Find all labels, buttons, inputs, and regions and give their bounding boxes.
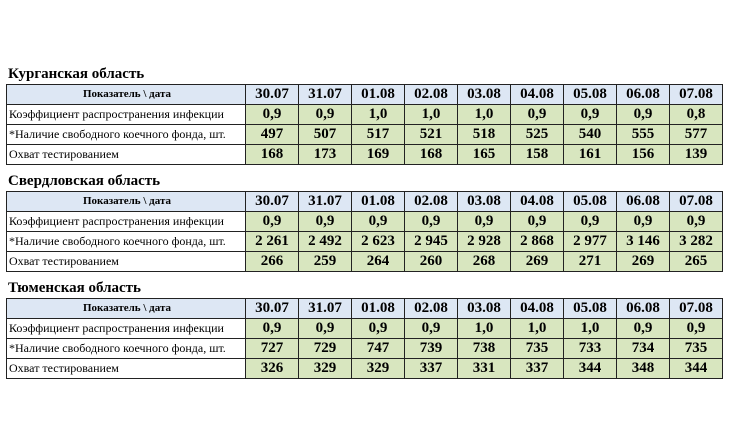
- table-row: [7, 339, 723, 359]
- value-cell: 0,9: [458, 212, 511, 232]
- value-cell: 525: [511, 125, 564, 145]
- region-sverdlovsk: [6, 173, 723, 272]
- date-header-cell: 03.08: [458, 85, 511, 105]
- value-cell: 2 928: [458, 232, 511, 252]
- value-cell: 173: [299, 145, 352, 165]
- date-header-cell: 30.07: [246, 85, 299, 105]
- value-cell: 517: [352, 125, 405, 145]
- indicator-label-cell: *Наличие свободного коечного фонда, шт.: [7, 339, 246, 359]
- header-row: [7, 299, 723, 319]
- value-cell: 169: [352, 145, 405, 165]
- value-cell: 0,9: [511, 212, 564, 232]
- value-cell: 264: [352, 252, 405, 272]
- date-header-cell: 01.08: [352, 85, 405, 105]
- value-cell: 735: [511, 339, 564, 359]
- date-header-cell: 30.07: [246, 299, 299, 319]
- value-cell: 168: [246, 145, 299, 165]
- indicator-label-cell: Коэффициент распространения инфекции: [7, 319, 246, 339]
- value-cell: 0,9: [617, 105, 670, 125]
- value-cell: 329: [299, 359, 352, 379]
- value-cell: 739: [405, 339, 458, 359]
- header-row: [7, 192, 723, 212]
- value-cell: 268: [458, 252, 511, 272]
- header-label-cell: Показатель \ дата: [7, 85, 246, 105]
- date-header-cell: 06.08: [617, 192, 670, 212]
- value-cell: 139: [670, 145, 723, 165]
- value-cell: 729: [299, 339, 352, 359]
- value-cell: 727: [246, 339, 299, 359]
- value-cell: 540: [564, 125, 617, 145]
- value-cell: 331: [458, 359, 511, 379]
- value-cell: 734: [617, 339, 670, 359]
- indicator-label-cell: Охват тестированием: [7, 252, 246, 272]
- value-cell: 337: [511, 359, 564, 379]
- region-tyumen: [6, 280, 723, 379]
- region-title: Тюменская область: [8, 280, 141, 296]
- value-cell: 735: [670, 339, 723, 359]
- date-header-cell: 02.08: [405, 299, 458, 319]
- value-cell: 0,9: [564, 212, 617, 232]
- value-cell: 2 945: [405, 232, 458, 252]
- value-cell: 521: [405, 125, 458, 145]
- date-header-cell: 05.08: [564, 299, 617, 319]
- table-row: [7, 252, 723, 272]
- value-cell: 1,0: [352, 105, 405, 125]
- value-cell: 738: [458, 339, 511, 359]
- header-label-cell: Показатель \ дата: [7, 299, 246, 319]
- date-header-cell: 07.08: [670, 85, 723, 105]
- table-row: [7, 212, 723, 232]
- table-row: [7, 105, 723, 125]
- indicator-table: [6, 191, 723, 272]
- date-header-cell: 04.08: [511, 85, 564, 105]
- date-header-cell: 05.08: [564, 192, 617, 212]
- date-header-cell: 03.08: [458, 299, 511, 319]
- date-header-cell: 06.08: [617, 85, 670, 105]
- value-cell: 266: [246, 252, 299, 272]
- value-cell: 0,9: [564, 105, 617, 125]
- value-cell: 0,9: [670, 212, 723, 232]
- indicator-label-cell: Коэффициент распространения инфекции: [7, 212, 246, 232]
- value-cell: 2 261: [246, 232, 299, 252]
- date-header-cell: 02.08: [405, 85, 458, 105]
- value-cell: 260: [405, 252, 458, 272]
- value-cell: 2 623: [352, 232, 405, 252]
- value-cell: 555: [617, 125, 670, 145]
- value-cell: 329: [352, 359, 405, 379]
- date-header-cell: 01.08: [352, 192, 405, 212]
- header-label-cell: Показатель \ дата: [7, 192, 246, 212]
- table-row: [7, 125, 723, 145]
- table-row: [7, 359, 723, 379]
- value-cell: 1,0: [511, 319, 564, 339]
- value-cell: 337: [405, 359, 458, 379]
- value-cell: 271: [564, 252, 617, 272]
- header-row: [7, 85, 723, 105]
- date-header-cell: 05.08: [564, 85, 617, 105]
- table-row: [7, 319, 723, 339]
- value-cell: 326: [246, 359, 299, 379]
- value-cell: 0,9: [670, 319, 723, 339]
- value-cell: 0,9: [405, 319, 458, 339]
- table-row: [7, 232, 723, 252]
- value-cell: 1,0: [458, 105, 511, 125]
- date-header-cell: 30.07: [246, 192, 299, 212]
- value-cell: 0,9: [299, 319, 352, 339]
- date-header-cell: 03.08: [458, 192, 511, 212]
- value-cell: 0,9: [352, 319, 405, 339]
- indicator-table: [6, 298, 723, 379]
- value-cell: 3 146: [617, 232, 670, 252]
- value-cell: 1,0: [405, 105, 458, 125]
- value-cell: 0,8: [670, 105, 723, 125]
- date-header-cell: 02.08: [405, 192, 458, 212]
- indicator-label-cell: Охват тестированием: [7, 145, 246, 165]
- table-row: [7, 145, 723, 165]
- date-header-cell: 31.07: [299, 192, 352, 212]
- value-cell: 158: [511, 145, 564, 165]
- indicator-label-cell: *Наличие свободного коечного фонда, шт.: [7, 232, 246, 252]
- value-cell: 518: [458, 125, 511, 145]
- value-cell: 0,9: [617, 319, 670, 339]
- indicator-label-cell: Коэффициент распространения инфекции: [7, 105, 246, 125]
- indicator-label-cell: Охват тестированием: [7, 359, 246, 379]
- value-cell: 1,0: [458, 319, 511, 339]
- value-cell: 0,9: [405, 212, 458, 232]
- value-cell: 0,9: [246, 212, 299, 232]
- date-header-cell: 07.08: [670, 299, 723, 319]
- region-kurgan: [6, 66, 723, 165]
- value-cell: 344: [564, 359, 617, 379]
- date-header-cell: 04.08: [511, 192, 564, 212]
- value-cell: 269: [617, 252, 670, 272]
- value-cell: 259: [299, 252, 352, 272]
- value-cell: 0,9: [246, 319, 299, 339]
- region-title: Курганская область: [8, 66, 145, 82]
- value-cell: 2 492: [299, 232, 352, 252]
- value-cell: 344: [670, 359, 723, 379]
- value-cell: 0,9: [617, 212, 670, 232]
- value-cell: 1,0: [564, 319, 617, 339]
- value-cell: 0,9: [299, 105, 352, 125]
- value-cell: 2 977: [564, 232, 617, 252]
- value-cell: 348: [617, 359, 670, 379]
- date-header-cell: 04.08: [511, 299, 564, 319]
- value-cell: 733: [564, 339, 617, 359]
- value-cell: 161: [564, 145, 617, 165]
- value-cell: 507: [299, 125, 352, 145]
- date-header-cell: 07.08: [670, 192, 723, 212]
- value-cell: 156: [617, 145, 670, 165]
- value-cell: 0,9: [299, 212, 352, 232]
- value-cell: 2 868: [511, 232, 564, 252]
- indicator-label-cell: *Наличие свободного коечного фонда, шт.: [7, 125, 246, 145]
- value-cell: 497: [246, 125, 299, 145]
- date-header-cell: 31.07: [299, 85, 352, 105]
- date-header-cell: 06.08: [617, 299, 670, 319]
- value-cell: 0,9: [352, 212, 405, 232]
- date-header-cell: 01.08: [352, 299, 405, 319]
- value-cell: 165: [458, 145, 511, 165]
- indicator-table: [6, 84, 723, 165]
- value-cell: 747: [352, 339, 405, 359]
- value-cell: 0,9: [511, 105, 564, 125]
- value-cell: 168: [405, 145, 458, 165]
- value-cell: 0,9: [246, 105, 299, 125]
- value-cell: 3 282: [670, 232, 723, 252]
- value-cell: 269: [511, 252, 564, 272]
- date-header-cell: 31.07: [299, 299, 352, 319]
- value-cell: 577: [670, 125, 723, 145]
- region-title: Свердловская область: [8, 173, 161, 189]
- value-cell: 265: [670, 252, 723, 272]
